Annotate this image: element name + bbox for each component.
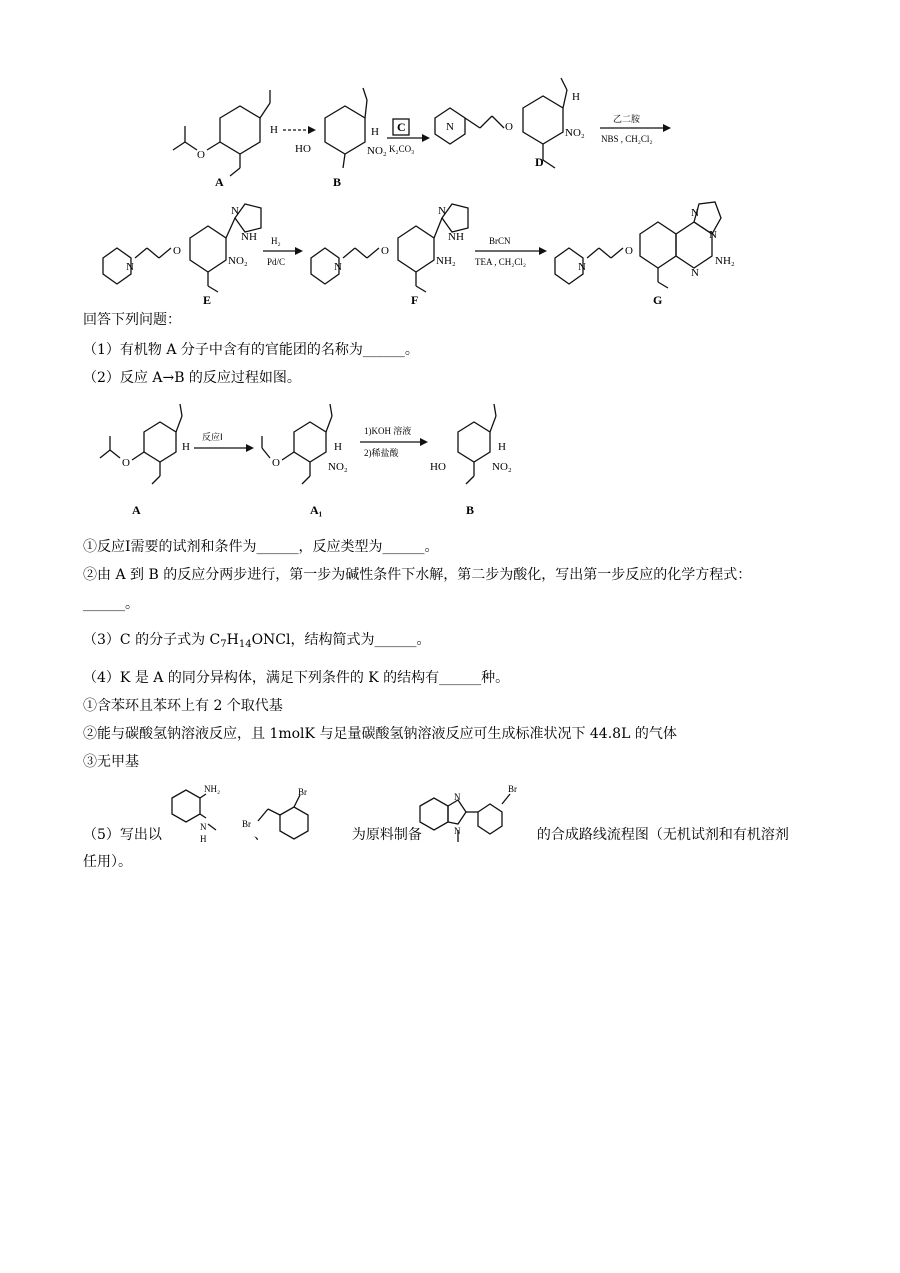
svg-text:H₂: H₂ [271, 236, 281, 246]
svg-text:乙二胺: 乙二胺 [613, 114, 641, 124]
bromobenzyl-bromide-structure [240, 785, 322, 841]
svg-text:K₂CO₃: K₂CO₃ [389, 144, 415, 154]
svg-text:HO: HO [295, 143, 311, 155]
svg-text:NBS , CH₂Cl₂: NBS , CH₂Cl₂ [601, 134, 653, 144]
question-1: （1）有机物 A 分子中含有的官能团的名称为______。 [83, 342, 419, 358]
svg-text:NH₂: NH₂ [715, 255, 735, 267]
svg-text:NH₂: NH₂ [436, 255, 456, 267]
svg-text:N: N [709, 229, 717, 241]
svg-text:NO₂: NO₂ [328, 461, 348, 473]
svg-text:A₁: A₁ [310, 503, 323, 517]
molecule-g [555, 202, 735, 307]
svg-text:HO: HO [430, 461, 446, 473]
svg-text:NH: NH [241, 231, 257, 243]
svg-text:H: H [270, 124, 278, 136]
question-2-part-1: ①反应Ⅰ需要的试剂和条件为______，反应类型为______。 [83, 539, 439, 555]
q3-suffix: ONCl，结构简式为______。 [251, 632, 431, 648]
svg-text:TEA , CH₂Cl₂: TEA , CH₂Cl₂ [475, 257, 527, 267]
molecule-d [435, 78, 585, 169]
question-3 [83, 630, 430, 655]
q3-sub-7: 7 [220, 639, 227, 650]
svg-text:G: G [653, 293, 663, 307]
svg-text:F: F [411, 293, 419, 307]
svg-text:N: N [438, 205, 446, 217]
svg-text:反应Ⅰ: 反应Ⅰ [202, 432, 223, 442]
svg-text:N: N [231, 205, 239, 217]
condition-3: ③无甲基 [83, 754, 139, 770]
svg-text:H: H [182, 441, 190, 453]
svg-text:N: N [691, 207, 699, 219]
svg-text:O: O [505, 121, 513, 133]
svg-text:NH: NH [448, 231, 464, 243]
molecule-e [103, 204, 261, 307]
o-phenylenediamine-structure [164, 780, 222, 846]
svg-text:NO₂: NO₂ [565, 127, 585, 139]
svg-text:NO₂: NO₂ [367, 145, 387, 157]
q5-part-a: （5）写出以 [83, 827, 162, 843]
svg-text:Br: Br [242, 819, 251, 829]
target-benzimidazole-structure [414, 778, 526, 848]
svg-text:H: H [371, 126, 379, 138]
question-2-part-2-blank: ______。 [83, 596, 139, 612]
svg-text:N: N [126, 261, 134, 273]
svg-text:N: N [446, 121, 454, 133]
svg-text:N: N [334, 261, 342, 273]
reaction-scheme-a-to-b [82, 390, 560, 520]
molecule-a-small [100, 404, 190, 517]
condition-2: ②能与碳酸氢钠溶液反应，且 1molK 与足量碳酸氢钠溶液反应可生成标准状况下 44.8L 的气体 [83, 726, 677, 742]
svg-text:N: N [454, 792, 461, 802]
svg-text:Br: Br [298, 787, 307, 797]
svg-text:H: H [498, 441, 506, 453]
svg-text:O: O [625, 245, 633, 257]
svg-text:D: D [535, 155, 544, 169]
condition-1: ①含苯环且苯环上有 2 个取代基 [83, 698, 283, 714]
svg-text:N: N [691, 267, 699, 279]
intro-text: 回答下列问题： [83, 312, 181, 328]
svg-text:BrCN: BrCN [489, 236, 511, 246]
svg-text:B: B [333, 175, 342, 189]
svg-text:2)稀盐酸: 2)稀盐酸 [364, 448, 399, 458]
q5-part-b: 为原料制备 [351, 827, 422, 843]
question-2: （2）反应 A→B 的反应过程如图。 [83, 370, 301, 386]
q5-separator: 、 [253, 827, 268, 843]
svg-text:NO₂: NO₂ [492, 461, 512, 473]
svg-text:C: C [397, 120, 406, 134]
svg-text:O: O [122, 457, 130, 469]
svg-text:1)KOH 溶液: 1)KOH 溶液 [364, 426, 412, 436]
molecule-b-small [430, 404, 512, 517]
q3-h: H [226, 632, 239, 648]
question-2-part-2: ②由 A 到 B 的反应分两步进行，第一步为碱性条件下水解，第二步为酸化，写出第一步反应的化学方程式： [83, 567, 752, 583]
molecule-f [311, 204, 468, 307]
svg-text:E: E [203, 293, 212, 307]
molecule-a1 [262, 404, 348, 517]
svg-text:H: H [334, 441, 342, 453]
svg-text:N: N [200, 822, 207, 832]
question-4: （4）K 是 A 的同分异构体，满足下列条件的 K 的结构有______种。 [83, 670, 510, 686]
svg-text:A: A [215, 175, 224, 189]
svg-text:NH₂: NH₂ [204, 784, 221, 794]
svg-text:O: O [197, 149, 205, 161]
molecule-b [295, 88, 387, 189]
svg-text:N: N [454, 826, 461, 836]
svg-text:A: A [132, 503, 141, 517]
molecule-a [173, 90, 278, 189]
svg-text:Br: Br [508, 784, 517, 794]
svg-text:N: N [578, 261, 586, 273]
svg-text:NO₂: NO₂ [228, 255, 248, 267]
q3-sub-14: 14 [238, 639, 252, 650]
question-5-line-2: 任用）。 [83, 854, 132, 870]
svg-text:H: H [572, 91, 580, 103]
svg-text:O: O [272, 457, 280, 469]
svg-text:O: O [173, 245, 181, 257]
q3-prefix: （3）C 的分子式为 C [83, 632, 221, 648]
synthesis-scheme [95, 68, 745, 308]
q5-part-c: 的合成路线流程图（无机试剂和有机溶剂 [536, 827, 789, 843]
svg-text:B: B [466, 503, 475, 517]
svg-text:Pd/C: Pd/C [267, 257, 286, 267]
svg-text:O: O [381, 245, 389, 257]
svg-text:H: H [200, 834, 207, 844]
